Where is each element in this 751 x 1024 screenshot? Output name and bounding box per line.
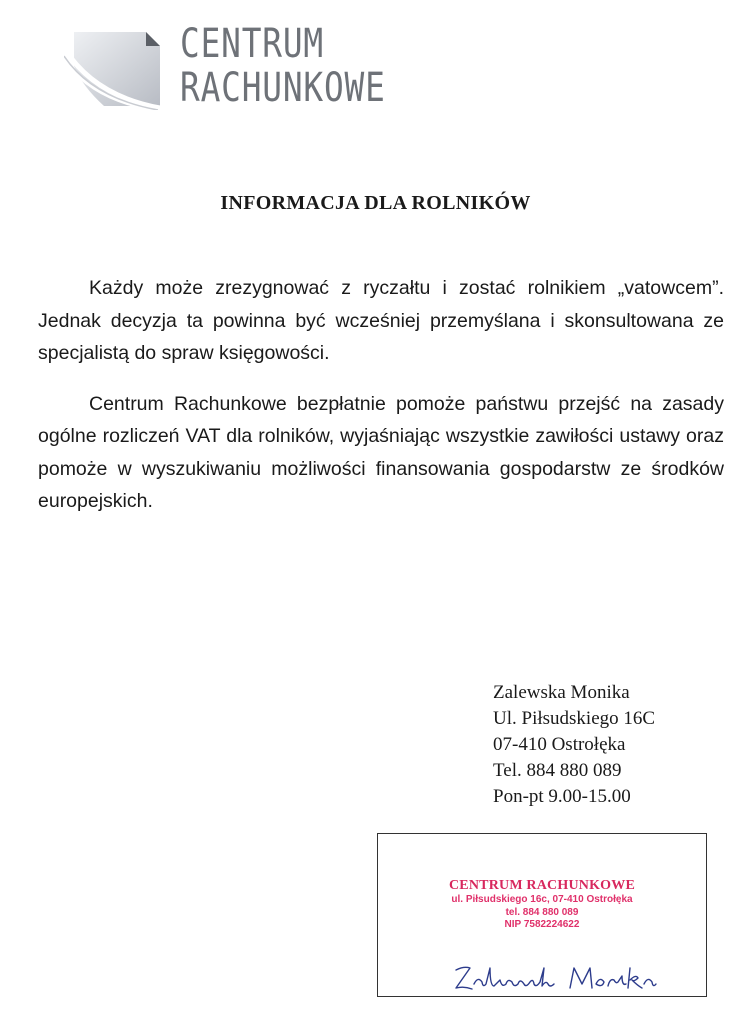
stamp-nip: NIP 7582224622 xyxy=(504,919,580,930)
stamp-address: ul. Piłsudskiego 16c, 07-410 Ostrołęka xyxy=(451,894,633,905)
contact-block xyxy=(493,680,655,810)
contact-city: 07-410 Ostrołęka xyxy=(493,734,626,755)
logo-swoosh-icon xyxy=(64,26,168,110)
handwritten-signature xyxy=(450,962,670,996)
document-title: INFORMACJA DLA ROLNIKÓW xyxy=(220,192,531,214)
contact-hours: Pon-pt 9.00-15.00 xyxy=(493,786,631,807)
contact-phone: Tel. 884 880 089 xyxy=(493,760,622,781)
paragraph-2: Centrum Rachunkowe bezpłatnie pomoże państwu przejść na zasady ogólne rozliczeń VAT dla rolników, wyjaśniając wszystkie zawiłości ustawy oraz pomoże w wyszukiwaniu możliwości finansowania gospodarstw ze środków europejskich. xyxy=(38,392,724,512)
company-stamp xyxy=(378,878,706,932)
stamp-name: CENTRUM RACHUNKOWE xyxy=(449,878,635,893)
contact-street: Ul. Piłsudskiego 16C xyxy=(493,708,656,729)
stamp-phone: tel. 884 880 089 xyxy=(505,906,579,918)
logo-text xyxy=(180,22,386,110)
logo-line-1: CENTRUM xyxy=(180,21,324,67)
paragraph-1: Każdy może zrezygnować z ryczałtu i zostać rolnikiem „vatowcem”. Jednak decyzja ta powinna być wcześniej przemyślana i skonsultowana ze specjalistą do spraw księgowości. xyxy=(38,277,724,364)
document-body xyxy=(38,272,724,536)
contact-name: Zalewska Monika xyxy=(493,682,630,703)
stamp-card xyxy=(377,833,707,997)
logo-line-2: RACHUNKOWE xyxy=(180,65,386,111)
company-logo xyxy=(64,20,444,120)
